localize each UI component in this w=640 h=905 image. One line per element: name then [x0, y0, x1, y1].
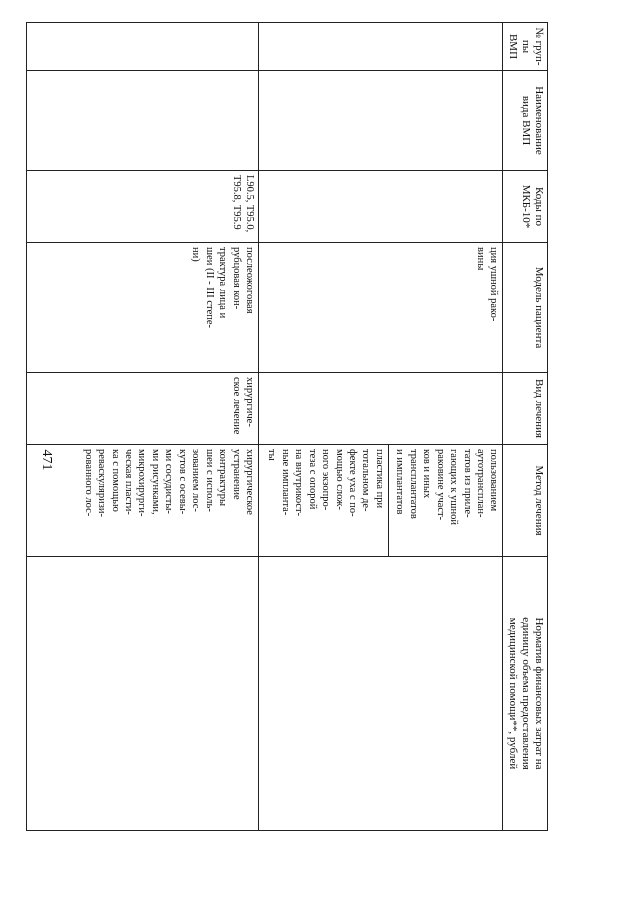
header-treatment-type: Вид лечения	[503, 373, 548, 445]
cell-treatment-type: хирургиче- ское лечение	[27, 373, 259, 445]
cell-treatment-type	[259, 373, 503, 445]
table-row	[27, 23, 259, 831]
header-group-no: № груп- пы ВМП	[503, 23, 548, 71]
cell-cost-norm	[27, 557, 259, 831]
table-row	[259, 23, 503, 831]
cell-group-no	[27, 23, 259, 71]
cell-treatment-method	[259, 445, 503, 557]
header-patient-model: Модель пациента	[503, 243, 548, 373]
header-vmp-name: Наименование вида ВМП	[503, 71, 548, 171]
vmp-table	[26, 22, 548, 831]
cell-icd-codes: L90.5, T95.0, T95.8, T95.9	[27, 171, 259, 243]
method-part: пластика при тотальном де- фекте уха с по- мощью слож- ного экзопро- теза с опорой на внутрикост- ные импланта- ты	[261, 445, 389, 556]
cell-icd-codes	[259, 171, 503, 243]
cell-vmp-name	[27, 71, 259, 171]
cell-treatment-method	[27, 445, 259, 557]
method-part: пользованием аутотрансплан- татов из приле- гающих к ушной раковине участ- ков и иных трансплантатов и имплантатов	[394, 449, 500, 525]
header-cost-norm: Норматив финансовых затрат на единицу объема предоставления медицинской помощи**, рублей	[503, 557, 548, 831]
page-number: 471	[39, 449, 54, 471]
rotated-table-wrapper	[26, 22, 548, 830]
cell-group-no	[259, 23, 503, 71]
cell-cost-norm	[259, 557, 503, 831]
cell-patient-model: ция ушной рако- вины	[259, 243, 503, 373]
cell-vmp-name	[259, 71, 503, 171]
table-header-row	[503, 23, 548, 831]
cell-patient-model: послеожоговая рубцовая кон- трактура лица и шеи (II - III степе- ни)	[27, 243, 259, 373]
header-icd-codes: Коды по МКБ-10*	[503, 171, 548, 243]
method-part: хирургическое устранение контрактуры шеи с исполь- зованием лос- кутов с осевы- ми сосудисты- ми рисунками, микрохирурги- ческая пласти- ка с помощью реваскуляризи- рованного лос-	[82, 449, 255, 517]
header-treatment-method: Метод лечения	[503, 445, 548, 557]
